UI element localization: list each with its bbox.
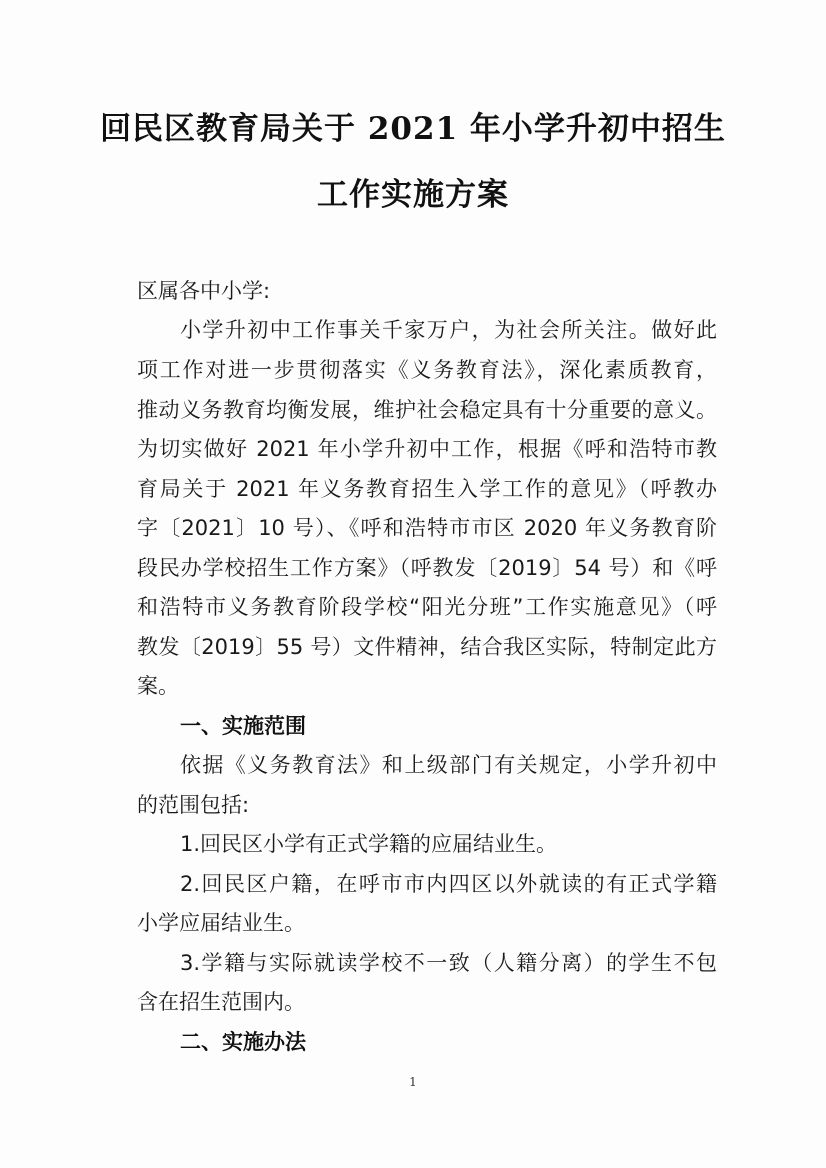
intro-line-9: 教发〔2019〕55 号）文件精神，结合我区实际，特制定此方 (137, 635, 717, 659)
intro-line-7: 段民办学校招生工作方案》（呼教发〔2019〕54 号）和《呼 (137, 556, 717, 580)
section-1-heading: 一、实施范围 (180, 714, 306, 738)
intro-line-10: 案。 (137, 674, 179, 698)
intro-line-5: 育局关于 2021 年义务教育招生入学工作的意见》（呼教办 (137, 477, 717, 501)
document-title-line-2: 工作实施方案 (317, 177, 509, 213)
intro-line-8: 和浩特市义务教育阶段学校“阳光分班”工作实施意见》（呼 (137, 595, 717, 619)
section-1-lead-line-2: 的范围包括: (137, 793, 250, 817)
intro-line-3: 推动义务教育均衡发展，维护社会稳定具有十分重要的意义。 (137, 398, 717, 422)
section-1-item-2-line-1: 2.回民区户籍，在呼市市内四区以外就读的有正式学籍 (180, 872, 717, 896)
document-title-line-1: 回民区教育局关于 2021 年小学升初中招生 (100, 111, 726, 147)
page-number: 1 (409, 1075, 417, 1089)
intro-line-6: 字〔2021〕10 号）、《呼和浩特市市区 2020 年义务教育阶 (137, 516, 717, 540)
section-1-item-3-line-1: 3.学籍与实际就读学校不一致（人籍分离）的学生不包 (180, 951, 717, 975)
section-1-item-3-line-2: 含在招生范围内。 (137, 990, 305, 1014)
intro-line-2: 项工作对进一步贯彻落实《义务教育法》，深化素质教育， (137, 358, 717, 382)
salutation: 区属各中小学: (137, 279, 271, 303)
section-2-heading: 二、实施办法 (180, 1030, 306, 1054)
section-1-lead-line-1: 依据《义务教育法》和上级部门有关规定，小学升初中 (180, 753, 717, 777)
section-1-item-2-line-2: 小学应届结业生。 (137, 911, 305, 935)
intro-line-4: 为切实做好 2021 年小学升初中工作，根据《呼和浩特市教 (137, 437, 717, 461)
intro-line-1: 小学升初中工作事关千家万户，为社会所关注。做好此 (180, 318, 717, 342)
section-1-item-1: 1.回民区小学有正式学籍的应届结业生。 (180, 832, 558, 856)
